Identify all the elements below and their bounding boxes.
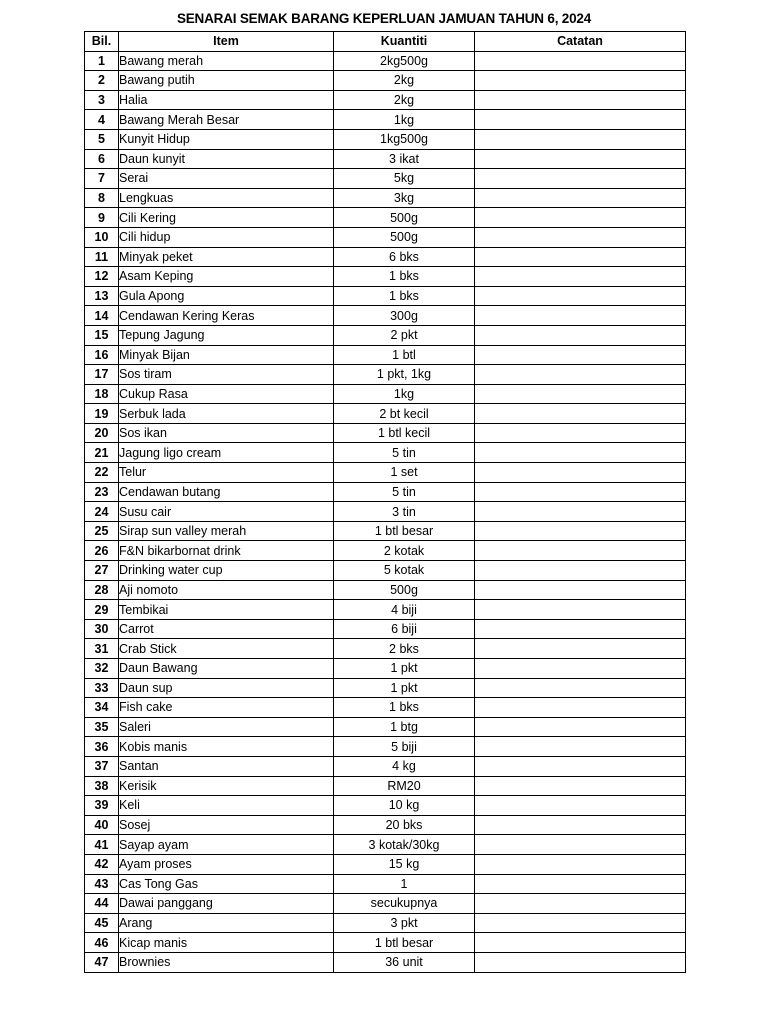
row-note [475, 286, 686, 306]
row-number: 5 [85, 129, 119, 149]
row-quantity: 5 kotak [334, 561, 475, 581]
row-number: 31 [85, 639, 119, 659]
row-note [475, 227, 686, 247]
row-number: 9 [85, 208, 119, 228]
table-row [85, 423, 686, 443]
row-number: 40 [85, 815, 119, 835]
row-item: Fish cake [119, 698, 334, 718]
row-note [475, 796, 686, 816]
row-item: Minyak Bijan [119, 345, 334, 365]
row-number: 28 [85, 580, 119, 600]
row-item: Serbuk lada [119, 404, 334, 424]
row-number: 17 [85, 365, 119, 385]
row-number: 11 [85, 247, 119, 267]
row-number: 14 [85, 306, 119, 326]
row-number: 20 [85, 423, 119, 443]
row-quantity: RM20 [334, 776, 475, 796]
row-quantity: 2 bt kecil [334, 404, 475, 424]
table-row [85, 90, 686, 110]
row-item: Daun kunyit [119, 149, 334, 169]
row-item: Santan [119, 756, 334, 776]
table-row [85, 325, 686, 345]
table-row [85, 443, 686, 463]
row-note [475, 306, 686, 326]
table-row [85, 717, 686, 737]
row-number: 44 [85, 894, 119, 914]
table-row [85, 149, 686, 169]
row-item: Jagung ligo cream [119, 443, 334, 463]
checklist-table [84, 31, 686, 973]
row-note [475, 874, 686, 894]
row-quantity: 1 btl besar [334, 521, 475, 541]
row-note [475, 776, 686, 796]
row-item: Tepung Jagung [119, 325, 334, 345]
table-row [85, 678, 686, 698]
row-note [475, 639, 686, 659]
row-quantity: 2 kotak [334, 541, 475, 561]
row-quantity: 5 biji [334, 737, 475, 757]
table-row [85, 639, 686, 659]
row-item: Aji nomoto [119, 580, 334, 600]
table-row [85, 659, 686, 679]
row-item: Telur [119, 463, 334, 483]
row-note [475, 169, 686, 189]
table-row [85, 286, 686, 306]
row-quantity: 1 btl besar [334, 933, 475, 953]
row-number: 34 [85, 698, 119, 718]
table-row [85, 306, 686, 326]
row-number: 33 [85, 678, 119, 698]
row-quantity: 3 ikat [334, 149, 475, 169]
row-number: 15 [85, 325, 119, 345]
header-item: Item [119, 32, 334, 52]
row-note [475, 247, 686, 267]
row-number: 2 [85, 71, 119, 91]
row-item: Minyak peket [119, 247, 334, 267]
row-item: Drinking water cup [119, 561, 334, 581]
row-number: 39 [85, 796, 119, 816]
row-note [475, 149, 686, 169]
row-note [475, 698, 686, 718]
row-quantity: 1kg500g [334, 129, 475, 149]
row-number: 18 [85, 384, 119, 404]
row-note [475, 482, 686, 502]
row-item: Halia [119, 90, 334, 110]
table-row [85, 365, 686, 385]
row-item: Cili Kering [119, 208, 334, 228]
row-quantity: 500g [334, 227, 475, 247]
row-item: F&N bikarbornat drink [119, 541, 334, 561]
row-note [475, 933, 686, 953]
row-quantity: 1 [334, 874, 475, 894]
row-note [475, 678, 686, 698]
row-item: Arang [119, 913, 334, 933]
row-note [475, 737, 686, 757]
row-note [475, 423, 686, 443]
table-row [85, 600, 686, 620]
row-item: Lengkuas [119, 188, 334, 208]
row-quantity: 2kg [334, 71, 475, 91]
row-quantity: 15 kg [334, 854, 475, 874]
row-note [475, 521, 686, 541]
table-row [85, 541, 686, 561]
row-quantity: 1 bks [334, 286, 475, 306]
row-quantity: 1 btl [334, 345, 475, 365]
row-quantity: 6 biji [334, 619, 475, 639]
row-note [475, 854, 686, 874]
row-item: Sirap sun valley merah [119, 521, 334, 541]
table-row [85, 874, 686, 894]
row-note [475, 110, 686, 130]
table-row [85, 561, 686, 581]
table-row [85, 815, 686, 835]
row-note [475, 51, 686, 71]
row-item: Gula Apong [119, 286, 334, 306]
table-row [85, 521, 686, 541]
row-number: 16 [85, 345, 119, 365]
table-row [85, 482, 686, 502]
row-note [475, 345, 686, 365]
row-quantity: 1 pkt [334, 678, 475, 698]
row-quantity: 4 biji [334, 600, 475, 620]
row-note [475, 502, 686, 522]
row-quantity: 2kg [334, 90, 475, 110]
table-row [85, 502, 686, 522]
row-item: Sos ikan [119, 423, 334, 443]
table-row [85, 267, 686, 287]
row-number: 22 [85, 463, 119, 483]
row-number: 23 [85, 482, 119, 502]
table-row [85, 169, 686, 189]
row-quantity: 1 pkt, 1kg [334, 365, 475, 385]
table-row [85, 129, 686, 149]
table-row [85, 952, 686, 972]
row-item: Kobis manis [119, 737, 334, 757]
row-item: Sos tiram [119, 365, 334, 385]
row-number: 36 [85, 737, 119, 757]
row-quantity: 1 pkt [334, 659, 475, 679]
row-note [475, 619, 686, 639]
row-item: Sayap ayam [119, 835, 334, 855]
row-item: Cukup Rasa [119, 384, 334, 404]
row-quantity: 10 kg [334, 796, 475, 816]
row-note [475, 835, 686, 855]
row-item: Crab Stick [119, 639, 334, 659]
row-item: Daun Bawang [119, 659, 334, 679]
table-row [85, 913, 686, 933]
table-row [85, 854, 686, 874]
row-number: 45 [85, 913, 119, 933]
row-quantity: 6 bks [334, 247, 475, 267]
row-note [475, 71, 686, 91]
row-item: Kicap manis [119, 933, 334, 953]
row-item: Cas Tong Gas [119, 874, 334, 894]
row-quantity: 5 tin [334, 443, 475, 463]
row-note [475, 365, 686, 385]
row-quantity: 3kg [334, 188, 475, 208]
row-note [475, 580, 686, 600]
row-item: Kerisik [119, 776, 334, 796]
header-row [85, 32, 686, 52]
row-item: Bawang Merah Besar [119, 110, 334, 130]
table-row [85, 384, 686, 404]
table-row [85, 756, 686, 776]
page-title: SENARAI SEMAK BARANG KEPERLUAN JAMUAN TAHUN 6, 2024 [176, 11, 592, 26]
row-note [475, 913, 686, 933]
table-row [85, 698, 686, 718]
row-number: 24 [85, 502, 119, 522]
table-row [85, 247, 686, 267]
row-quantity: 5 tin [334, 482, 475, 502]
row-item: Serai [119, 169, 334, 189]
row-note [475, 561, 686, 581]
row-note [475, 384, 686, 404]
row-number: 32 [85, 659, 119, 679]
row-number: 27 [85, 561, 119, 581]
row-quantity: secukupnya [334, 894, 475, 914]
row-note [475, 188, 686, 208]
row-item: Tembikai [119, 600, 334, 620]
row-quantity: 2 bks [334, 639, 475, 659]
row-note [475, 894, 686, 914]
table-row [85, 404, 686, 424]
row-note [475, 208, 686, 228]
row-number: 26 [85, 541, 119, 561]
row-quantity: 300g [334, 306, 475, 326]
row-number: 21 [85, 443, 119, 463]
row-number: 10 [85, 227, 119, 247]
row-note [475, 717, 686, 737]
row-number: 12 [85, 267, 119, 287]
row-note [475, 325, 686, 345]
row-item: Keli [119, 796, 334, 816]
row-item: Cili hidup [119, 227, 334, 247]
table-row [85, 188, 686, 208]
row-quantity: 500g [334, 580, 475, 600]
table-row [85, 796, 686, 816]
row-number: 7 [85, 169, 119, 189]
row-quantity: 1 btl kecil [334, 423, 475, 443]
row-item: Ayam proses [119, 854, 334, 874]
row-number: 8 [85, 188, 119, 208]
row-quantity: 1 bks [334, 267, 475, 287]
table-row [85, 580, 686, 600]
row-number: 29 [85, 600, 119, 620]
row-item: Daun sup [119, 678, 334, 698]
row-item: Bawang putih [119, 71, 334, 91]
row-note [475, 463, 686, 483]
row-quantity: 3 pkt [334, 913, 475, 933]
table-row [85, 227, 686, 247]
table-row [85, 619, 686, 639]
row-quantity: 2kg500g [334, 51, 475, 71]
row-quantity: 1kg [334, 110, 475, 130]
row-number: 4 [85, 110, 119, 130]
row-quantity: 500g [334, 208, 475, 228]
row-quantity: 1 bks [334, 698, 475, 718]
row-note [475, 404, 686, 424]
row-note [475, 267, 686, 287]
table-row [85, 463, 686, 483]
row-number: 35 [85, 717, 119, 737]
row-note [475, 600, 686, 620]
row-item: Kunyit Hidup [119, 129, 334, 149]
table-row [85, 208, 686, 228]
row-item: Asam Keping [119, 267, 334, 287]
row-number: 47 [85, 952, 119, 972]
row-quantity: 5kg [334, 169, 475, 189]
row-item: Susu cair [119, 502, 334, 522]
row-note [475, 129, 686, 149]
row-item: Saleri [119, 717, 334, 737]
row-number: 38 [85, 776, 119, 796]
row-quantity: 4 kg [334, 756, 475, 776]
table-row [85, 776, 686, 796]
row-number: 13 [85, 286, 119, 306]
header-qty: Kuantiti [334, 32, 475, 52]
row-quantity: 1 btg [334, 717, 475, 737]
table-row [85, 894, 686, 914]
row-quantity: 20 bks [334, 815, 475, 835]
row-number: 25 [85, 521, 119, 541]
row-note [475, 756, 686, 776]
table-row [85, 51, 686, 71]
row-number: 3 [85, 90, 119, 110]
table-row [85, 835, 686, 855]
table-row [85, 737, 686, 757]
row-item: Cendawan butang [119, 482, 334, 502]
row-note [475, 659, 686, 679]
row-quantity: 2 pkt [334, 325, 475, 345]
row-number: 1 [85, 51, 119, 71]
row-note [475, 952, 686, 972]
row-number: 41 [85, 835, 119, 855]
table-row [85, 71, 686, 91]
row-item: Sosej [119, 815, 334, 835]
row-item: Dawai panggang [119, 894, 334, 914]
table-body [85, 51, 686, 972]
row-number: 46 [85, 933, 119, 953]
row-item: Cendawan Kering Keras [119, 306, 334, 326]
row-note [475, 90, 686, 110]
table-row [85, 110, 686, 130]
row-item: Brownies [119, 952, 334, 972]
row-quantity: 1 set [334, 463, 475, 483]
row-quantity: 3 tin [334, 502, 475, 522]
row-note [475, 815, 686, 835]
row-number: 37 [85, 756, 119, 776]
row-number: 30 [85, 619, 119, 639]
row-number: 43 [85, 874, 119, 894]
table-row [85, 933, 686, 953]
row-number: 6 [85, 149, 119, 169]
row-note [475, 541, 686, 561]
header-no: Bil. [85, 32, 119, 52]
row-item: Bawang merah [119, 51, 334, 71]
row-item: Carrot [119, 619, 334, 639]
row-quantity: 3 kotak/30kg [334, 835, 475, 855]
table-row [85, 345, 686, 365]
row-quantity: 36 unit [334, 952, 475, 972]
row-number: 42 [85, 854, 119, 874]
row-number: 19 [85, 404, 119, 424]
row-note [475, 443, 686, 463]
row-quantity: 1kg [334, 384, 475, 404]
header-note: Catatan [475, 32, 686, 52]
